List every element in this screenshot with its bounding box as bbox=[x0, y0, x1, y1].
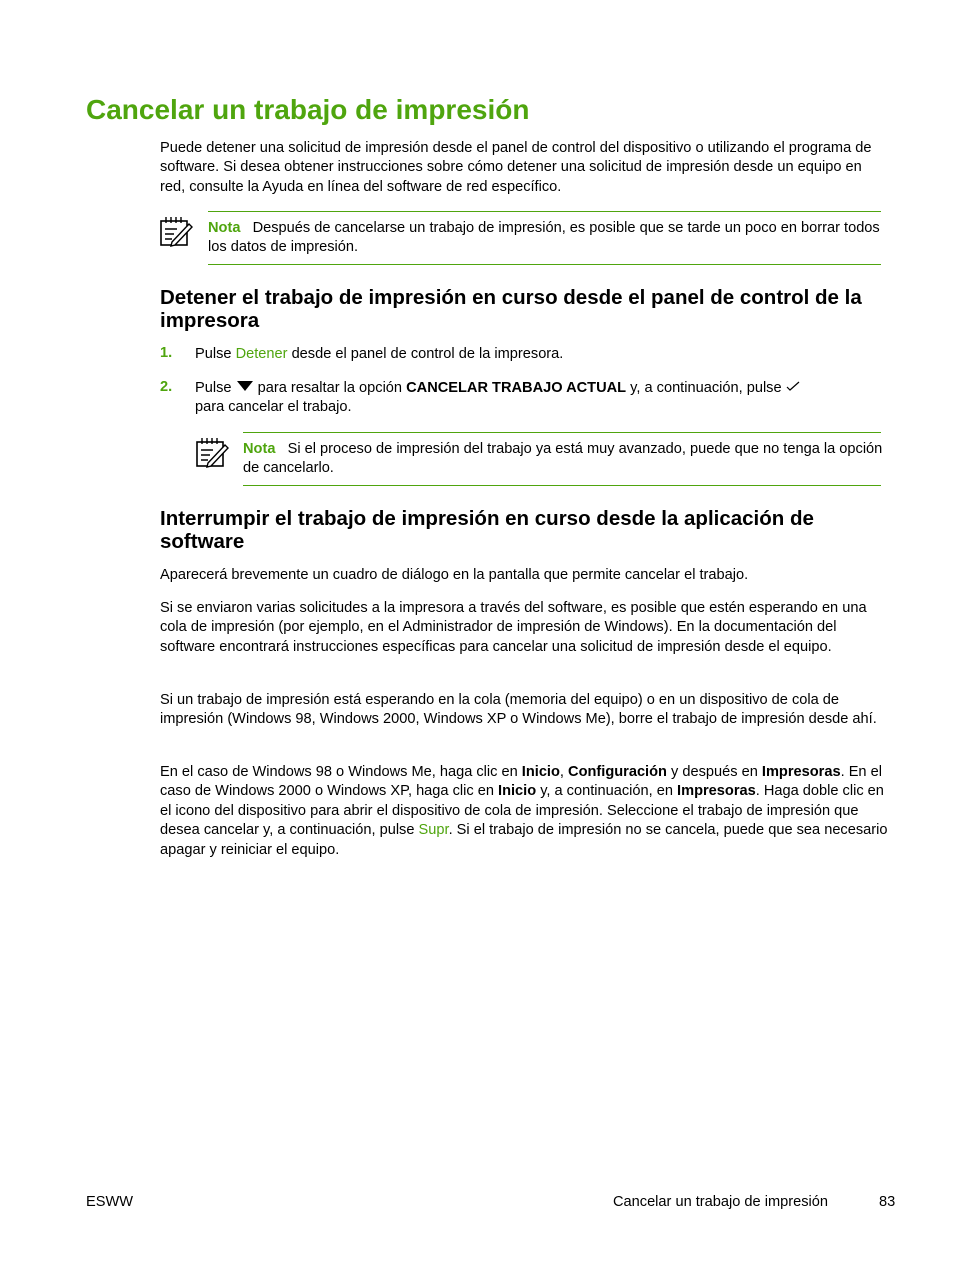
detener-link[interactable]: Detener bbox=[235, 346, 288, 362]
paragraph: En el caso de Windows 98 o Windows Me, haga clic en Inicio, Configuración y después en Impresoras. En el caso de Windows 2000 o Windows XP, haga clic en Inicio y, a continuación, en Impresoras. Haga doble clic en el icono del dispositivo para abrir el dispositivo de cola de impresión. Seleccione el trabajo de impresión que desea cancelar y, a continuación, pulse Supr. Si el trabajo de impresión no se cancela, puede que sea necesario apagar y reiniciar el equipo. bbox=[160, 764, 888, 858]
note-text bbox=[208, 219, 880, 258]
note-text bbox=[243, 440, 883, 479]
supr-link[interactable]: Supr bbox=[418, 822, 449, 839]
paragraph: Si se enviaron varias solicitudes a la impresora a través del software, es posible que estén esperando en una cola de impresión (por ejemplo, en el Administrador de impresión de Windows). En la documentación del software encontrará instrucciones específicas para cancelar una solicitud de impresión desde el equipo. bbox=[160, 600, 867, 655]
intro-paragraph: Puede detener una solicitud de impresión desde el panel de control del dispositivo o utilizando el programa de software. Si desea obtener instrucciones sobre cómo detener una solicitud de impresión desde un equipo en red, consulte la Ayuda en línea del software de red específico. bbox=[160, 140, 872, 195]
step-number: 1. bbox=[160, 345, 173, 361]
footer-left: ESWW bbox=[86, 1194, 134, 1210]
down-arrow-icon bbox=[236, 380, 254, 392]
paragraph: Si un trabajo de impresión está esperando en la cola (memoria del equipo) o en un dispositivo de cola de impresión (Windows 98, Windows 2000, Windows XP o Windows Me), borre el trabajo de impresión desde ahí. bbox=[160, 692, 877, 728]
page-number: 83 bbox=[879, 1194, 896, 1210]
note-icon bbox=[158, 214, 194, 255]
checkmark-icon bbox=[786, 380, 800, 392]
note-box bbox=[208, 211, 881, 265]
note-body: Después de cancelarse un trabajo de impresión, es posible que se tarde un poco en borrar todos los datos de impresión. bbox=[208, 220, 880, 256]
section-heading: Detener el trabajo de impresión en curso desde el panel de control de la impresora bbox=[160, 286, 862, 332]
paragraph: Aparecerá brevemente un cuadro de diálogo en la pantalla que permite cancelar el trabajo. bbox=[160, 567, 749, 583]
note-label: Nota bbox=[243, 441, 276, 457]
note-box bbox=[243, 432, 881, 486]
step-number: 2. bbox=[160, 379, 173, 395]
footer-title: Cancelar un trabajo de impresión bbox=[613, 1194, 828, 1210]
step-1-text: Pulse Detener desde el panel de control de la impresora. bbox=[195, 346, 564, 362]
page-title: Cancelar un trabajo de impresión bbox=[86, 94, 530, 125]
note-body: Si el proceso de impresión del trabajo ya está muy avanzado, puede que no tenga la opción de cancelarlo. bbox=[243, 441, 883, 477]
step-2-text: Pulse para resaltar la opción CANCELAR TRABAJO ACTUAL y, a continuación, pulse para cancelar el trabajo. bbox=[195, 379, 885, 418]
section-heading: Interrumpir el trabajo de impresión en curso desde la aplicación de software bbox=[160, 507, 814, 553]
note-icon bbox=[194, 435, 230, 476]
note-label: Nota bbox=[208, 220, 241, 236]
